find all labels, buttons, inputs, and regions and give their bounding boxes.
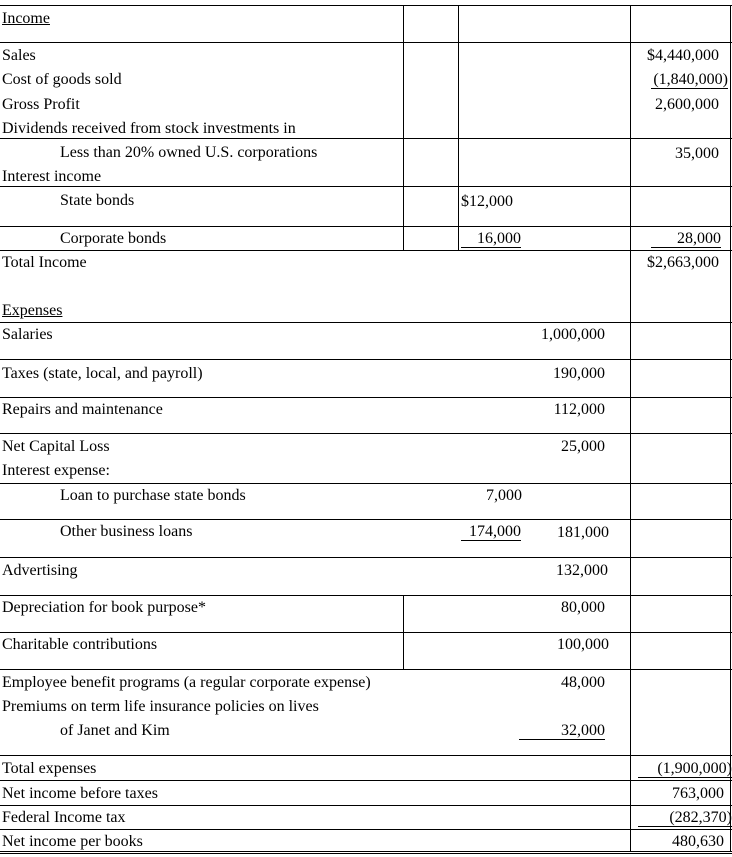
interest-income-label: Interest income — [2, 168, 102, 185]
label: Repairs and maintenance — [2, 401, 163, 418]
label: Cost of goods sold — [2, 71, 122, 88]
amount: 48,000 — [561, 674, 605, 691]
label: Net income before taxes — [2, 785, 158, 802]
label: Sales — [2, 47, 36, 64]
detail: $12,000 — [461, 193, 513, 210]
interest-expense-label: Interest expense: — [2, 462, 110, 479]
label: Employee benefit programs (a regular corporate expense) — [2, 674, 371, 691]
detail: 7,000 — [486, 487, 522, 504]
amount: 190,000 — [553, 365, 605, 382]
total: $2,663,000 — [647, 254, 719, 271]
total: 35,000 — [675, 145, 719, 162]
total: $4,440,000 — [647, 47, 719, 64]
amount: 112,000 — [553, 401, 605, 418]
amount: 80,000 — [561, 599, 605, 616]
amount: 132,000 — [556, 562, 608, 579]
label: Premiums on term life insurance policies on lives — [2, 698, 319, 715]
label: Loan to purchase state bonds — [60, 487, 246, 504]
label: Total expenses — [2, 760, 97, 777]
amount: 32,000 — [519, 722, 605, 740]
total: 480,630 — [672, 833, 724, 850]
label: Dividends received from stock investments in — [2, 120, 296, 137]
amount: 1,000,000 — [541, 326, 605, 343]
label: State bonds — [60, 192, 135, 209]
total: (1,840,000) — [653, 71, 728, 88]
label: Net Capital Loss — [2, 438, 110, 455]
amount: 100,000 — [557, 636, 609, 653]
sublabel: of Janet and Kim — [60, 722, 170, 739]
label: Net income per books — [2, 833, 143, 850]
detail: 16,000 — [461, 230, 521, 248]
label: Total Income — [2, 254, 87, 271]
income-heading: Income — [2, 10, 50, 27]
total: 2,600,000 — [655, 96, 719, 113]
label: Advertising — [2, 562, 78, 579]
sublabel: Less than 20% owned U.S. corporations — [60, 144, 318, 161]
label: Federal Income tax — [2, 809, 126, 826]
label: Taxes (state, local, and payroll) — [2, 365, 203, 382]
label: Charitable contributions — [2, 636, 158, 653]
amount: 25,000 — [561, 438, 605, 455]
label: Depreciation for book purpose* — [2, 599, 206, 616]
total: 28,000 — [651, 230, 721, 248]
label: Other business loans — [60, 523, 193, 540]
detail: 174,000 — [461, 523, 521, 541]
label: Gross Profit — [2, 96, 80, 113]
expenses-heading: Expenses — [2, 302, 63, 319]
total: (282,370) — [638, 809, 732, 827]
label: Corporate bonds — [60, 230, 167, 247]
total: (1,900,000) — [638, 760, 732, 778]
label: Salaries — [2, 326, 53, 343]
amount: 181,000 — [557, 524, 609, 541]
total: 763,000 — [672, 785, 724, 802]
